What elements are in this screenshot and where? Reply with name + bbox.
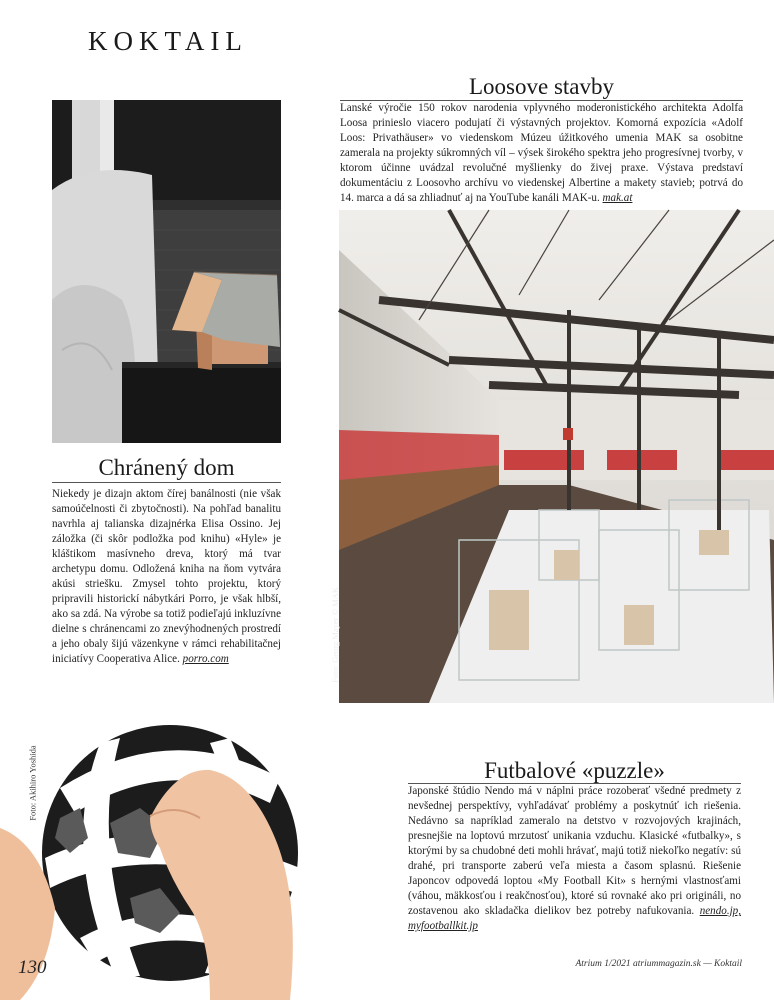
footer-info: Atrium 1/2021 atriummagazin.sk — Koktail bbox=[575, 959, 742, 969]
article-text: Japonské štúdio Nendo má v náplni práce rozoberať všedné predmety z nevšednej perspektívy, vyhľadávať problémy a poskytnúť ich riešenia. Nedávno sa napríklad zameralo na detstvo v rozvojových krajinách, presnejšie na loptovú mrzutosť unikania vzduchu. Klasické «futbalky», s ktorými by sa chudobné deti mohli hrávať, majú totiž niekoľko negatív: sú drahé, pri transporte zaberú veľa miesta a časom splasnú. Riešenie Japoncov odpovedá loptou «My Football Kit» s hernými vlastnosťami (váhou, mäkkosťou i reakčnosťou), ktoré sú rovnaké ako pri origináli, no zostavenou ako skladačka dielikov bez potreby nafukovania. bbox=[408, 785, 741, 917]
title-rule bbox=[52, 482, 281, 483]
article-body-chraneny-dom bbox=[52, 487, 281, 667]
article-text: Niekedy je dizajn aktom čírej banálnosti (nie však samoúčelnosti či zbytočnosti). Na pohľad banalitu navrhla aj talianska dizajnérka Elisa Ossino. Jej záložka (či skôr podložka pod knihu) «Hyle» je kláštikom masívneho dreva, ktorý má tvar archetypu domu. Odložená kniha na ňom vytvára akúsi striešku. Zmysel tohto projektu, ktorý pripravili historickí nábytkári Porro, je však hlbší, ako sa zdá. Na výrobe sa totiž podieľajú inkluzívne dielne s chránencami zo znevýhodnených prostredí a jeho obaly šijú väzenkyne v rámci rehabilitačnej iniciatívy Cooperativa Alice. bbox=[52, 488, 281, 665]
mak-link[interactable]: mak.at bbox=[602, 192, 633, 204]
photo-credit-mak: Foto: Georg Mayer © MAK bbox=[330, 586, 341, 684]
article-body-loosove-stavby bbox=[340, 101, 743, 206]
article-text: Lanské výročie 150 rokov narodenia vplyvného moderonistického architekta Adolfa Loosa prinieslo viacero podujatí či výstavných projektov. Komorná expozícia «Adolf Loos: Privathäuser» vo viedenskom Múzeu úžitkového umenia MAK sa osobitne zamerala na projekty súkromných víl – výsek širokého spektra jeho progresívnej tvorby, v ktorom účinne uvádzal revolučné myšlienky do živej praxe. Výstava predstaví dokumentáciu z Loosovho archívu vo viedenskej Albertine a makety stavieb; potrvá do 14. marca a dá sa zhliadnuť aj na YouTube kanáli MAK-u. bbox=[340, 102, 743, 204]
page-number: 130 bbox=[18, 957, 47, 978]
nendo-links[interactable]: nendo.jp, myfootballkit.jp bbox=[408, 905, 741, 932]
article-title-futbalove-puzzle: Futbalové «puzzle» bbox=[484, 758, 665, 783]
article-body-futbalove-puzzle bbox=[408, 784, 741, 934]
article-title-loosove-stavby: Loosove stavby bbox=[468, 74, 614, 99]
bookmark-house-photo bbox=[52, 100, 281, 443]
photo-credit-nendo: Foto: Akihiro Yoshida bbox=[27, 745, 38, 821]
article-title-chraneny-dom: Chránený dom bbox=[98, 455, 235, 480]
football-kit-photo bbox=[0, 708, 400, 1000]
porro-link[interactable]: porro.com bbox=[182, 653, 229, 665]
section-heading: KOKTAIL bbox=[88, 26, 248, 56]
exhibition-hall-photo bbox=[330, 210, 774, 703]
